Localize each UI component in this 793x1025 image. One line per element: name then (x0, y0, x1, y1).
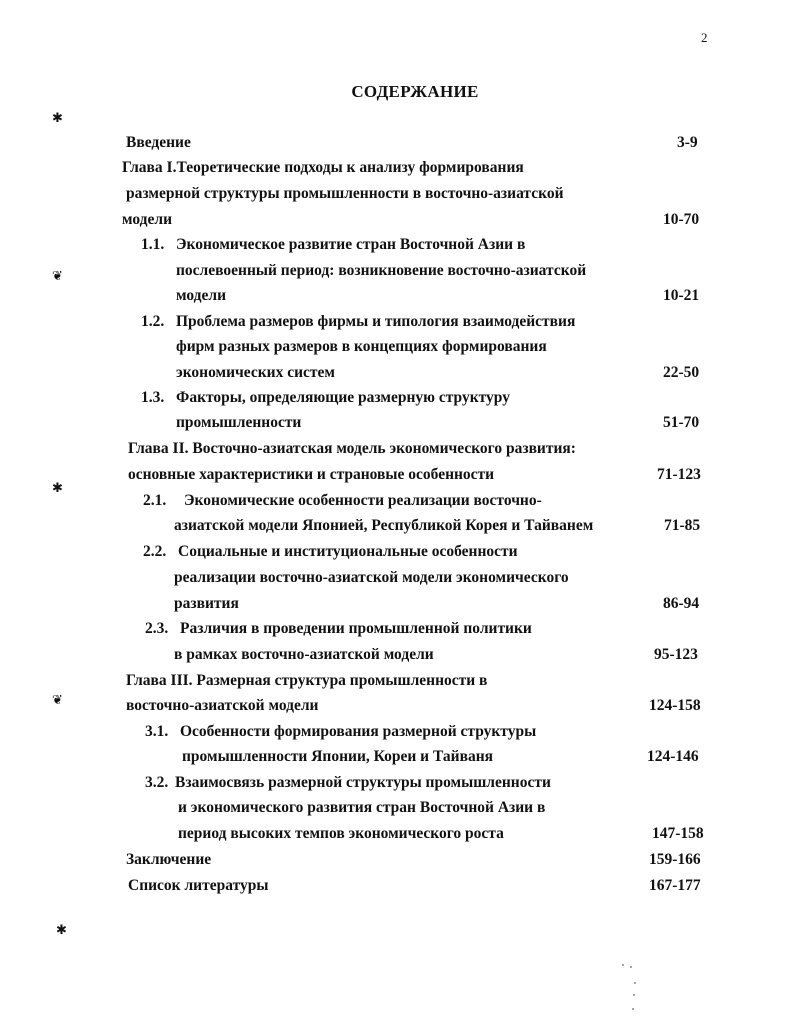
toc-bibliography-title: Список литературы (128, 877, 269, 894)
toc-conclusion-title: Заключение (126, 851, 212, 868)
toc-chapter3-line1: Глава III. Размерная структура промышленности в (126, 672, 488, 689)
toc-chapter3-pages: 124-158 (649, 697, 701, 714)
toc-section-2-3-line2: в рамках восточно-азиатской модели (174, 646, 434, 663)
toc-chapter1-line1: Глава I.Теоретические подходы к анализу формирования (122, 159, 524, 176)
toc-section-1-2-number: 1.2. (141, 313, 165, 330)
toc-section-2-3-line1: Различия в проведении промышленной политики (180, 620, 532, 637)
toc-chapter2-line2: основные характеристики и страновые особенности (128, 466, 495, 483)
toc-section-2-1-line1: Экономические особенности реализации восточно- (184, 492, 542, 509)
toc-section-1-1-line2: послевоенный период: возникновение восточно-азиатской (176, 262, 587, 279)
scan-specks (620, 960, 650, 1020)
toc-section-3-2-line2: и экономического развития стран Восточной Азии в (178, 799, 546, 816)
toc-section-2-2-line1: Социальные и институциональные особенности (178, 543, 518, 560)
toc-section-1-1-line3: модели (176, 287, 227, 304)
toc-section-3-2-number: 3.2. (145, 774, 169, 791)
toc-intro-title: Введение (126, 134, 191, 151)
toc-chapter1-pages: 10-70 (663, 211, 700, 228)
toc-section-2-3-pages: 95-123 (654, 646, 698, 663)
toc-chapter3-line2: восточно-азиатской модели (126, 697, 319, 714)
toc-chapter2-line1: Глава II. Восточно-азиатская модель экономического развития: (128, 440, 576, 457)
toc-section-2-2-line2: реализации восточно-азиатской модели экономического (174, 569, 569, 586)
toc-section-2-2-pages: 86-94 (663, 595, 700, 612)
toc-section-3-1-pages: 124-146 (647, 748, 699, 765)
toc-section-2-2-number: 2.2. (143, 543, 167, 560)
toc-section-1-2-line1: Проблема размеров фирмы и типология взаимодействия (176, 313, 576, 330)
page-title: СОДЕРЖАНИЕ (351, 82, 479, 101)
toc-chapter1-line2: размерной структуры промышленности в восточно-азиатской (126, 185, 564, 202)
toc-section-2-2-line3: развития (174, 595, 239, 612)
toc-section-1-1-pages: 10-21 (663, 287, 700, 304)
toc-section-1-1-line1: Экономическое развитие стран Восточной Азии в (176, 236, 526, 253)
hole-punch-mark: ✱ (56, 922, 67, 937)
toc-section-2-1-number: 2.1. (143, 492, 167, 509)
toc-section-1-3-line1: Факторы, определяющие размерную структуру (176, 389, 510, 406)
toc-section-3-2-line1: Взаимосвязь размерной структуры промышленности (175, 774, 551, 791)
toc-section-3-2-line3: период высоких темпов экономического роста (178, 825, 504, 842)
toc-section-1-2-line3: экономических систем (176, 364, 335, 381)
toc-section-1-2-line2: фирм разных размеров в концепциях формирования (176, 338, 547, 355)
toc-section-1-3-line2: промышленности (176, 414, 302, 431)
toc-bibliography-pages: 167-177 (649, 877, 701, 894)
toc-section-1-3-pages: 51-70 (663, 414, 700, 431)
toc-section-1-1-number: 1.1. (141, 236, 165, 253)
hole-punch-mark: ✱ (52, 480, 63, 495)
hole-punch-mark: ❦ (52, 692, 63, 707)
toc-section-2-1-line2: азиатской модели Японией, Республикой Корея и Тайванем (174, 517, 594, 534)
toc-conclusion-pages: 159-166 (649, 851, 701, 868)
toc-intro-pages: 3-9 (677, 134, 698, 151)
toc-chapter1-line3: модели (122, 211, 173, 228)
toc-section-1-3-number: 1.3. (141, 389, 165, 406)
toc-section-3-1-line1: Особенности формирования размерной структуры (180, 723, 537, 740)
toc-section-2-3-number: 2.3. (145, 620, 169, 637)
toc-section-1-2-pages: 22-50 (663, 364, 700, 381)
toc-section-2-1-pages: 71-85 (664, 517, 701, 534)
toc-section-3-1-line2: промышленности Японии, Кореи и Тайваня (182, 748, 494, 765)
hole-punch-mark: ❦ (52, 268, 63, 283)
page-number: 2 (701, 30, 708, 45)
toc-chapter2-pages: 71-123 (657, 466, 701, 483)
toc-section-3-2-pages: 147-158 (652, 825, 704, 842)
hole-punch-mark: ✱ (52, 110, 63, 125)
toc-section-3-1-number: 3.1. (145, 723, 169, 740)
